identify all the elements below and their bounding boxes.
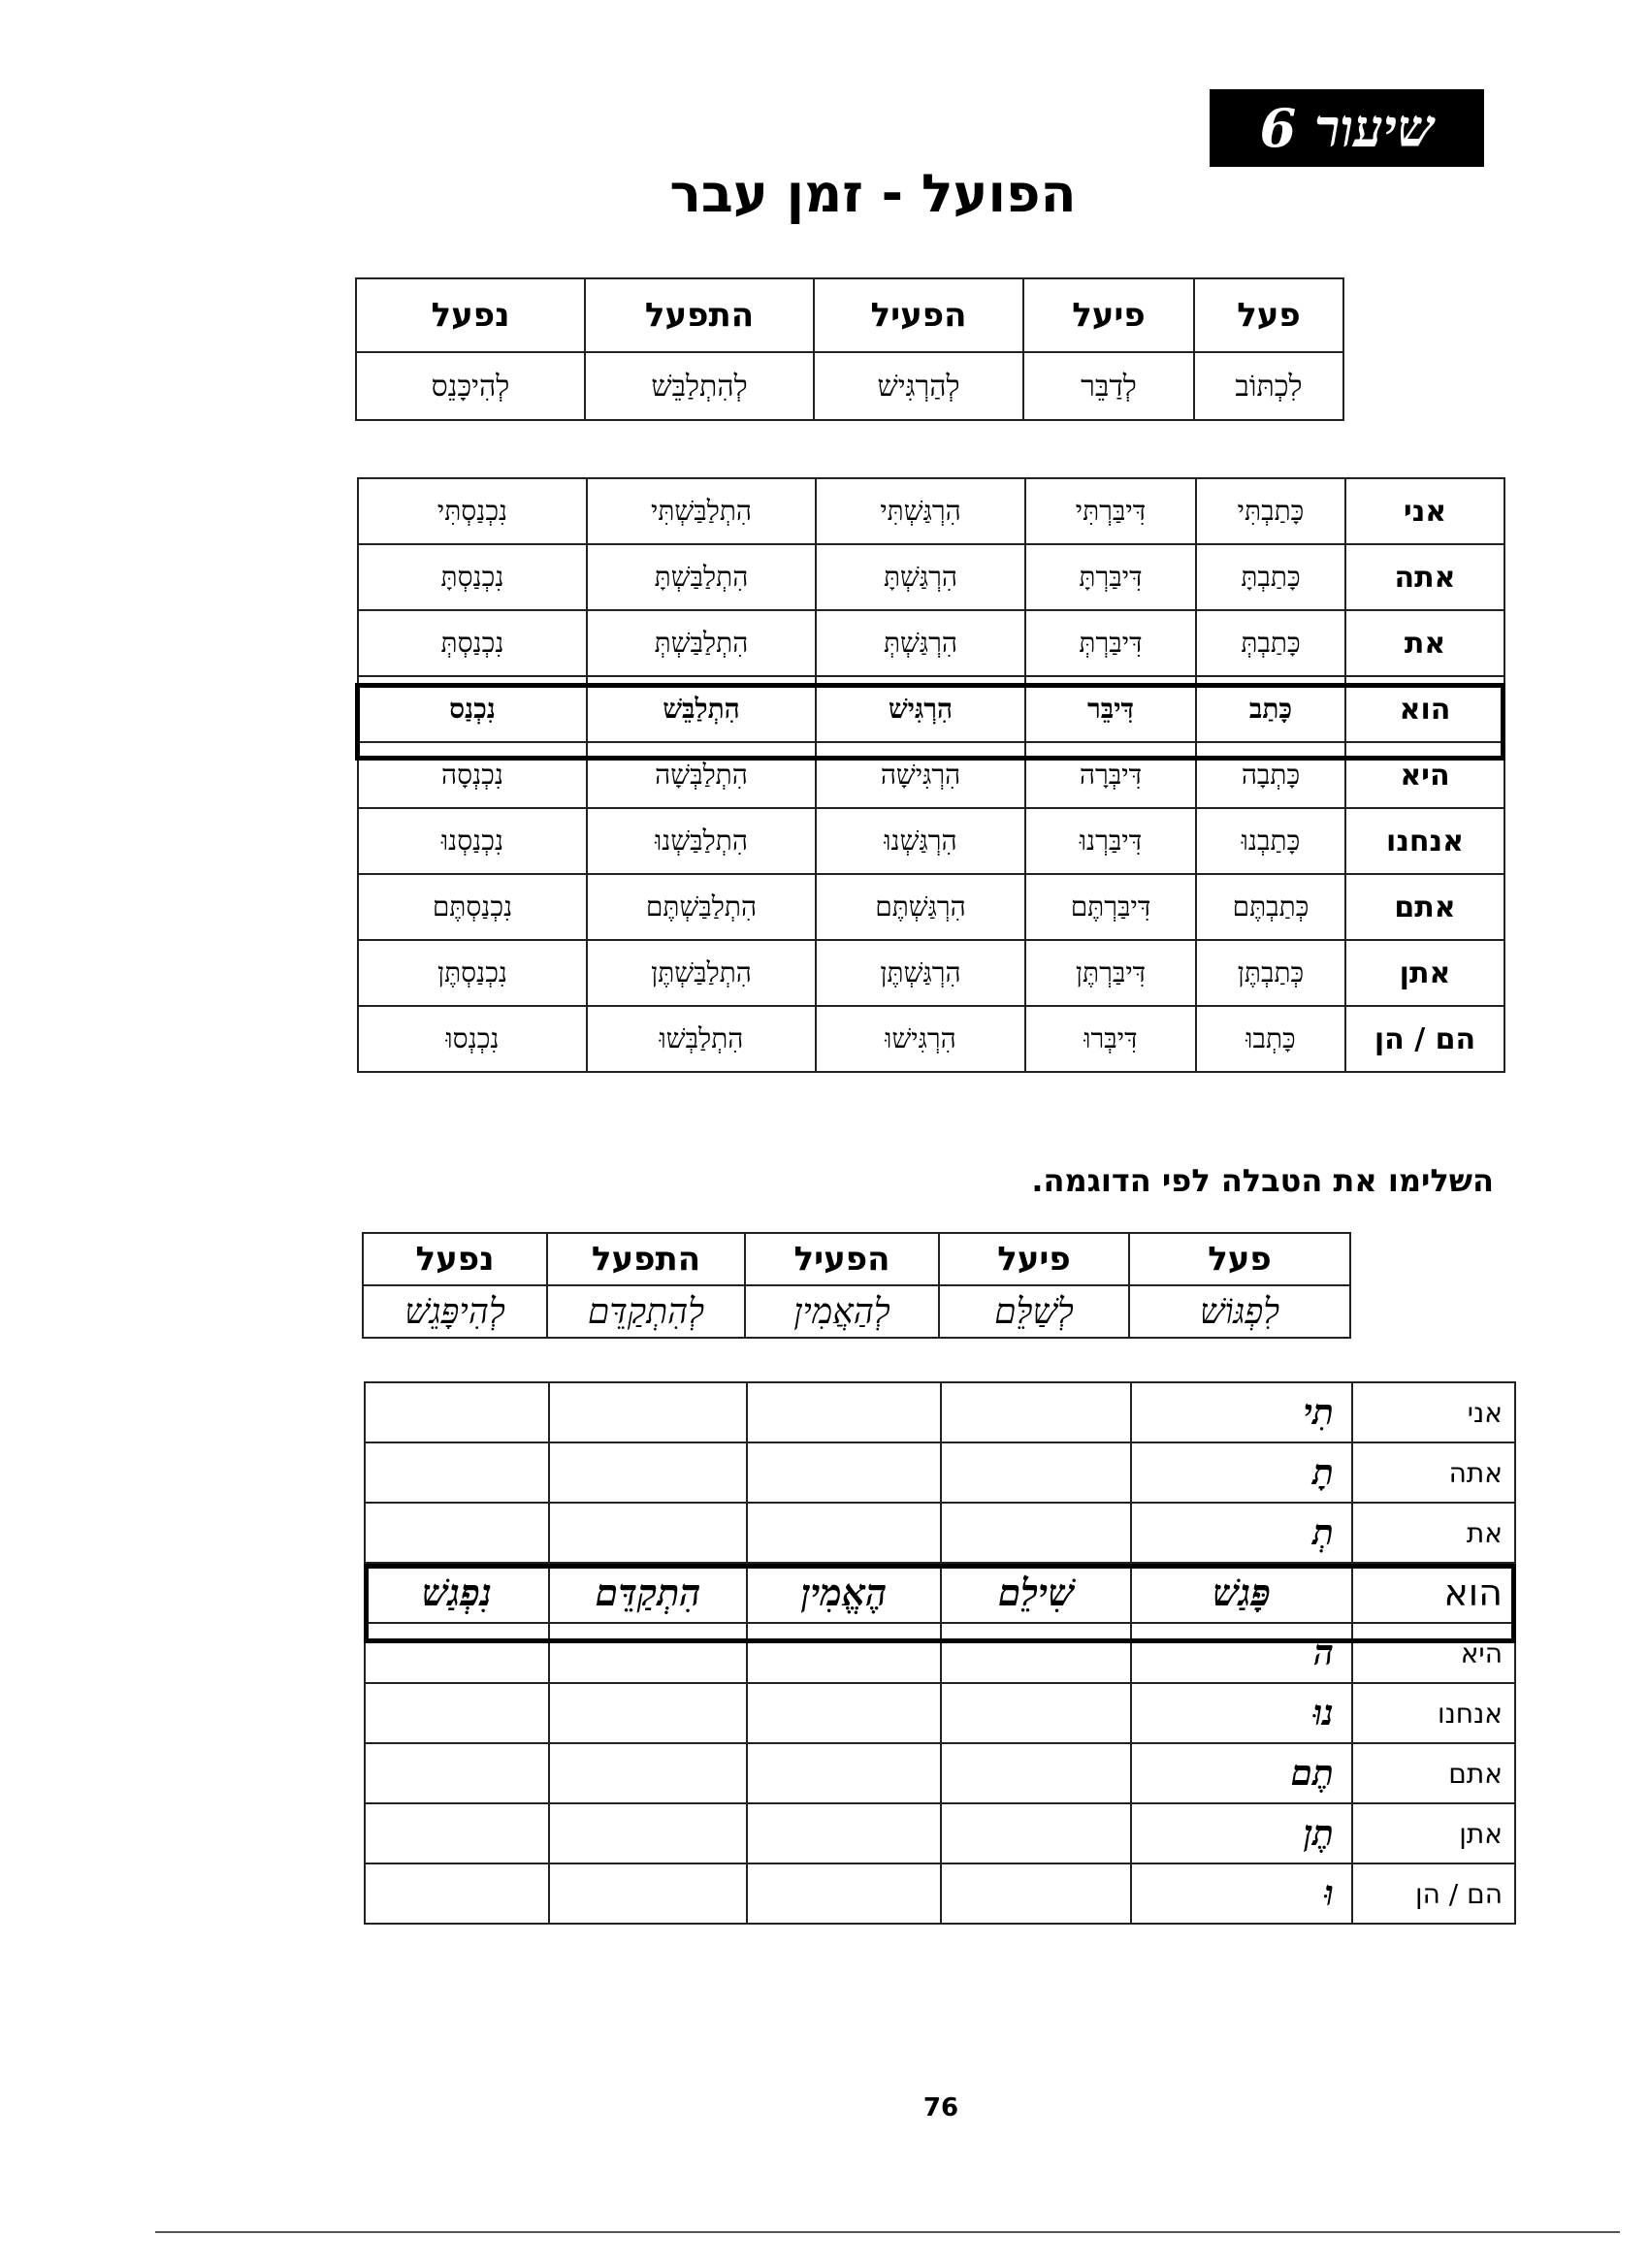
exercise-row — [365, 1683, 1515, 1743]
verb-form-cell: נִכְנְסוּ — [358, 1006, 587, 1072]
exercise-row — [365, 1503, 1515, 1563]
binyan-header: התפעל — [547, 1233, 745, 1285]
pronoun-cell: היא — [1345, 742, 1504, 808]
infinitive-cell: לִפְגּוֹשׁ — [1129, 1285, 1350, 1338]
pronoun-cell: אנחנו — [1345, 808, 1504, 874]
page-title: הפועל - זמן עבר — [669, 163, 1077, 224]
infinitive-cell: לְהַרְגִּישׁ — [814, 352, 1023, 420]
conjugation-row — [358, 874, 1504, 940]
exercise-row — [365, 1863, 1515, 1924]
pronoun-cell: אתה — [1352, 1442, 1515, 1503]
binyan-header: הפעיל — [745, 1233, 939, 1285]
pronoun-cell: אתם — [1345, 874, 1504, 940]
verb-form-cell: נִכְנַסְתֶּם — [358, 874, 587, 940]
answer-cell[interactable] — [365, 1503, 549, 1563]
verb-form-cell: הִרְגַּשְׁנוּ — [816, 808, 1025, 874]
exercise-binyanim-table — [362, 1232, 1351, 1339]
infinitive-cell: לְהִתְקַדֵּם — [547, 1285, 745, 1338]
verb-form-cell: נִכְנַסְתְּ — [358, 610, 587, 676]
verb-form-cell: דִּיבֵּר — [1025, 676, 1196, 742]
pronoun-cell: היא — [1352, 1623, 1515, 1683]
binyanim-header-row — [356, 278, 1343, 352]
example-form-cell: הֶאֱמִין — [747, 1563, 941, 1623]
example-form-cell: הִתְקַדֵּם — [549, 1563, 747, 1623]
answer-cell[interactable] — [941, 1503, 1131, 1563]
exercise-row — [365, 1382, 1515, 1442]
infinitive-cell: לְהִיכָּנֵס — [356, 352, 585, 420]
pronoun-cell: אתן — [1352, 1803, 1515, 1863]
answer-cell[interactable] — [747, 1442, 941, 1503]
verb-form-cell: הִרְגִּישׁוּ — [816, 1006, 1025, 1072]
pronoun-cell: אנחנו — [1352, 1683, 1515, 1743]
verb-form-cell: כָּתַבְתְּ — [1196, 610, 1345, 676]
pronoun-cell: את — [1345, 610, 1504, 676]
verb-form-cell: כָּתְבוּ — [1196, 1006, 1345, 1072]
example-form-cell: פָּגַשׁ — [1131, 1563, 1352, 1623]
verb-form-cell: דִּיבַּרְתִּי — [1025, 478, 1196, 544]
answer-cell[interactable]: וּ — [1131, 1863, 1352, 1924]
conjugation-row — [358, 1006, 1504, 1072]
verb-form-cell: הִרְגַּשְׁתָּ — [816, 544, 1025, 610]
verb-form-cell: דִּיבְּרוּ — [1025, 1006, 1196, 1072]
highlight-outline — [355, 683, 1505, 761]
answer-cell[interactable] — [941, 1743, 1131, 1803]
infinitive-cell: לְהִיפָּגֵשׁ — [363, 1285, 547, 1338]
answer-cell[interactable] — [549, 1803, 747, 1863]
verb-form-cell: הִתְלַבַּשְׁתָּ — [587, 544, 816, 610]
pronoun-cell: אתן — [1345, 940, 1504, 1006]
answer-cell[interactable] — [549, 1683, 747, 1743]
example-form-cell: שִׁילֵם — [941, 1563, 1131, 1623]
verb-form-cell: נִכְנַסְנוּ — [358, 808, 587, 874]
binyan-header: התפעל — [585, 278, 814, 352]
answer-cell[interactable] — [747, 1743, 941, 1803]
verb-form-cell: הִרְגִּישָׁה — [816, 742, 1025, 808]
answer-cell[interactable] — [365, 1863, 549, 1924]
verb-form-cell: הִתְלַבַּשְׁתְּ — [587, 610, 816, 676]
answer-cell[interactable]: תֶם — [1131, 1743, 1352, 1803]
verb-form-cell: כְּתַבְתֶּם — [1196, 874, 1345, 940]
pronoun-cell: הוא — [1352, 1563, 1515, 1623]
verb-form-cell: כָּתְבָה — [1196, 742, 1345, 808]
answer-cell[interactable] — [365, 1382, 549, 1442]
binyanim-infinitive-row — [356, 352, 1343, 420]
verb-form-cell: דִּיבַּרְתְּ — [1025, 610, 1196, 676]
verb-form-cell: הִרְגַּשְׁתִּי — [816, 478, 1025, 544]
pronoun-cell: אני — [1345, 478, 1504, 544]
verb-form-cell: הִרְגַּשְׁתְּ — [816, 610, 1025, 676]
answer-cell[interactable] — [549, 1863, 747, 1924]
conjugation-row — [358, 940, 1504, 1006]
infinitive-cell: לְדַבֵּר — [1023, 352, 1194, 420]
exercise-instruction: השלימו את הטבלה לפי הדוגמה. — [1031, 1162, 1494, 1199]
pronoun-cell: את — [1352, 1503, 1515, 1563]
answer-cell[interactable] — [941, 1863, 1131, 1924]
answer-cell[interactable] — [747, 1683, 941, 1743]
verb-form-cell: הִתְלַבַּשְׁתִּי — [587, 478, 816, 544]
verb-form-cell: נִכְנַסְתִּי — [358, 478, 587, 544]
verb-form-cell: דִּיבַּרְתֶּם — [1025, 874, 1196, 940]
verb-form-cell: כָּתַבְתָּ — [1196, 544, 1345, 610]
binyan-header: פעל — [1194, 278, 1343, 352]
answer-cell[interactable] — [549, 1743, 747, 1803]
infinitive-cell: לְהִתְלַבֵּשׁ — [585, 352, 814, 420]
verb-form-cell: דִּיבַּרְתֶּן — [1025, 940, 1196, 1006]
verb-form-cell: דִּיבַּרְתָּ — [1025, 544, 1196, 610]
answer-cell[interactable] — [941, 1382, 1131, 1442]
pronoun-cell: אתה — [1345, 544, 1504, 610]
binyan-header: נפעל — [363, 1233, 547, 1285]
exercise-row — [365, 1803, 1515, 1863]
answer-cell[interactable] — [747, 1503, 941, 1563]
answer-cell[interactable]: נוּ — [1131, 1683, 1352, 1743]
answer-cell[interactable] — [941, 1683, 1131, 1743]
binyan-header: נפעל — [356, 278, 585, 352]
verb-form-cell: דִּיבְּרָה — [1025, 742, 1196, 808]
verb-form-cell: הִתְלַבַּשְׁתֶּן — [587, 940, 816, 1006]
exercise-table — [364, 1381, 1516, 1925]
conjugation-table — [357, 477, 1505, 1073]
answer-cell[interactable] — [365, 1803, 549, 1863]
verb-form-cell: נִכְנַס — [358, 676, 587, 742]
verb-form-cell: נִכְנַסְתֶּן — [358, 940, 587, 1006]
answer-cell[interactable] — [941, 1442, 1131, 1503]
answer-cell[interactable]: תִי — [1131, 1382, 1352, 1442]
verb-form-cell: הִתְלַבְּשׁוּ — [587, 1006, 816, 1072]
binyan-header: פעל — [1129, 1233, 1350, 1285]
verb-form-cell: הִרְגִּישׁ — [816, 676, 1025, 742]
verb-form-cell: כָּתַב — [1196, 676, 1345, 742]
conjugation-row — [358, 544, 1504, 610]
bottom-rule — [155, 2231, 1620, 2233]
verb-form-cell: נִכְנְסָה — [358, 742, 587, 808]
conjugation-row — [358, 610, 1504, 676]
verb-form-cell: הִתְלַבְּשָׁה — [587, 742, 816, 808]
verb-form-cell: כָּתַבְתִּי — [1196, 478, 1345, 544]
conjugation-row — [358, 478, 1504, 544]
verb-form-cell: דִּיבַּרְנוּ — [1025, 808, 1196, 874]
verb-form-cell: הִתְלַבַּשְׁנוּ — [587, 808, 816, 874]
answer-cell[interactable] — [747, 1803, 941, 1863]
verb-form-cell: הִרְגַּשְׁתֶּן — [816, 940, 1025, 1006]
pronoun-cell: הוא — [1345, 676, 1504, 742]
pronoun-cell: הם / הן — [1352, 1863, 1515, 1924]
exercise-row — [365, 1743, 1515, 1803]
answer-cell[interactable] — [365, 1442, 549, 1503]
answer-cell[interactable]: תָ — [1131, 1442, 1352, 1503]
answer-cell[interactable] — [747, 1863, 941, 1924]
conjugation-row — [358, 808, 1504, 874]
answer-cell[interactable] — [941, 1803, 1131, 1863]
answer-cell[interactable]: תֶן — [1131, 1803, 1352, 1863]
verb-form-cell: כָּתַבְנוּ — [1196, 808, 1345, 874]
answer-cell[interactable] — [365, 1683, 549, 1743]
page-number: 76 — [922, 2093, 959, 2122]
pronoun-cell: הם / הן — [1345, 1006, 1504, 1072]
pronoun-cell: אני — [1352, 1382, 1515, 1442]
verb-form-cell: הִרְגַּשְׁתֶּם — [816, 874, 1025, 940]
exercise-row — [365, 1442, 1515, 1503]
highlight-outline — [364, 1564, 1516, 1643]
binyanim-table — [355, 277, 1344, 421]
infinitive-cell: לְשַׁלֵּם — [939, 1285, 1129, 1338]
answer-cell[interactable]: תְ — [1131, 1503, 1352, 1563]
answer-cell[interactable] — [549, 1503, 747, 1563]
exercise-infinitive-row — [363, 1285, 1350, 1338]
pronoun-cell: אתם — [1352, 1743, 1515, 1803]
answer-cell[interactable]: ה — [1131, 1623, 1352, 1683]
verb-form-cell: הִתְלַבֵּשׁ — [587, 676, 816, 742]
verb-form-cell: כְּתַבְתֶּן — [1196, 940, 1345, 1006]
answer-cell[interactable] — [549, 1382, 747, 1442]
binyan-header: פיעל — [1023, 278, 1194, 352]
example-form-cell: נִפְגַשׁ — [365, 1563, 549, 1623]
binyan-header: הפעיל — [814, 278, 1023, 352]
answer-cell[interactable] — [365, 1743, 549, 1803]
infinitive-cell: לְהַאֲמִין — [745, 1285, 939, 1338]
lesson-badge: שיעור 6 — [1210, 89, 1484, 167]
verb-form-cell: נִכְנַסְתָּ — [358, 544, 587, 610]
binyan-header: פיעל — [939, 1233, 1129, 1285]
verb-form-cell: הִתְלַבַּשְׁתֶּם — [587, 874, 816, 940]
exercise-header-row — [363, 1233, 1350, 1285]
answer-cell[interactable] — [549, 1442, 747, 1503]
infinitive-cell: לִכְתּוֹב — [1194, 352, 1343, 420]
answer-cell[interactable] — [747, 1382, 941, 1442]
